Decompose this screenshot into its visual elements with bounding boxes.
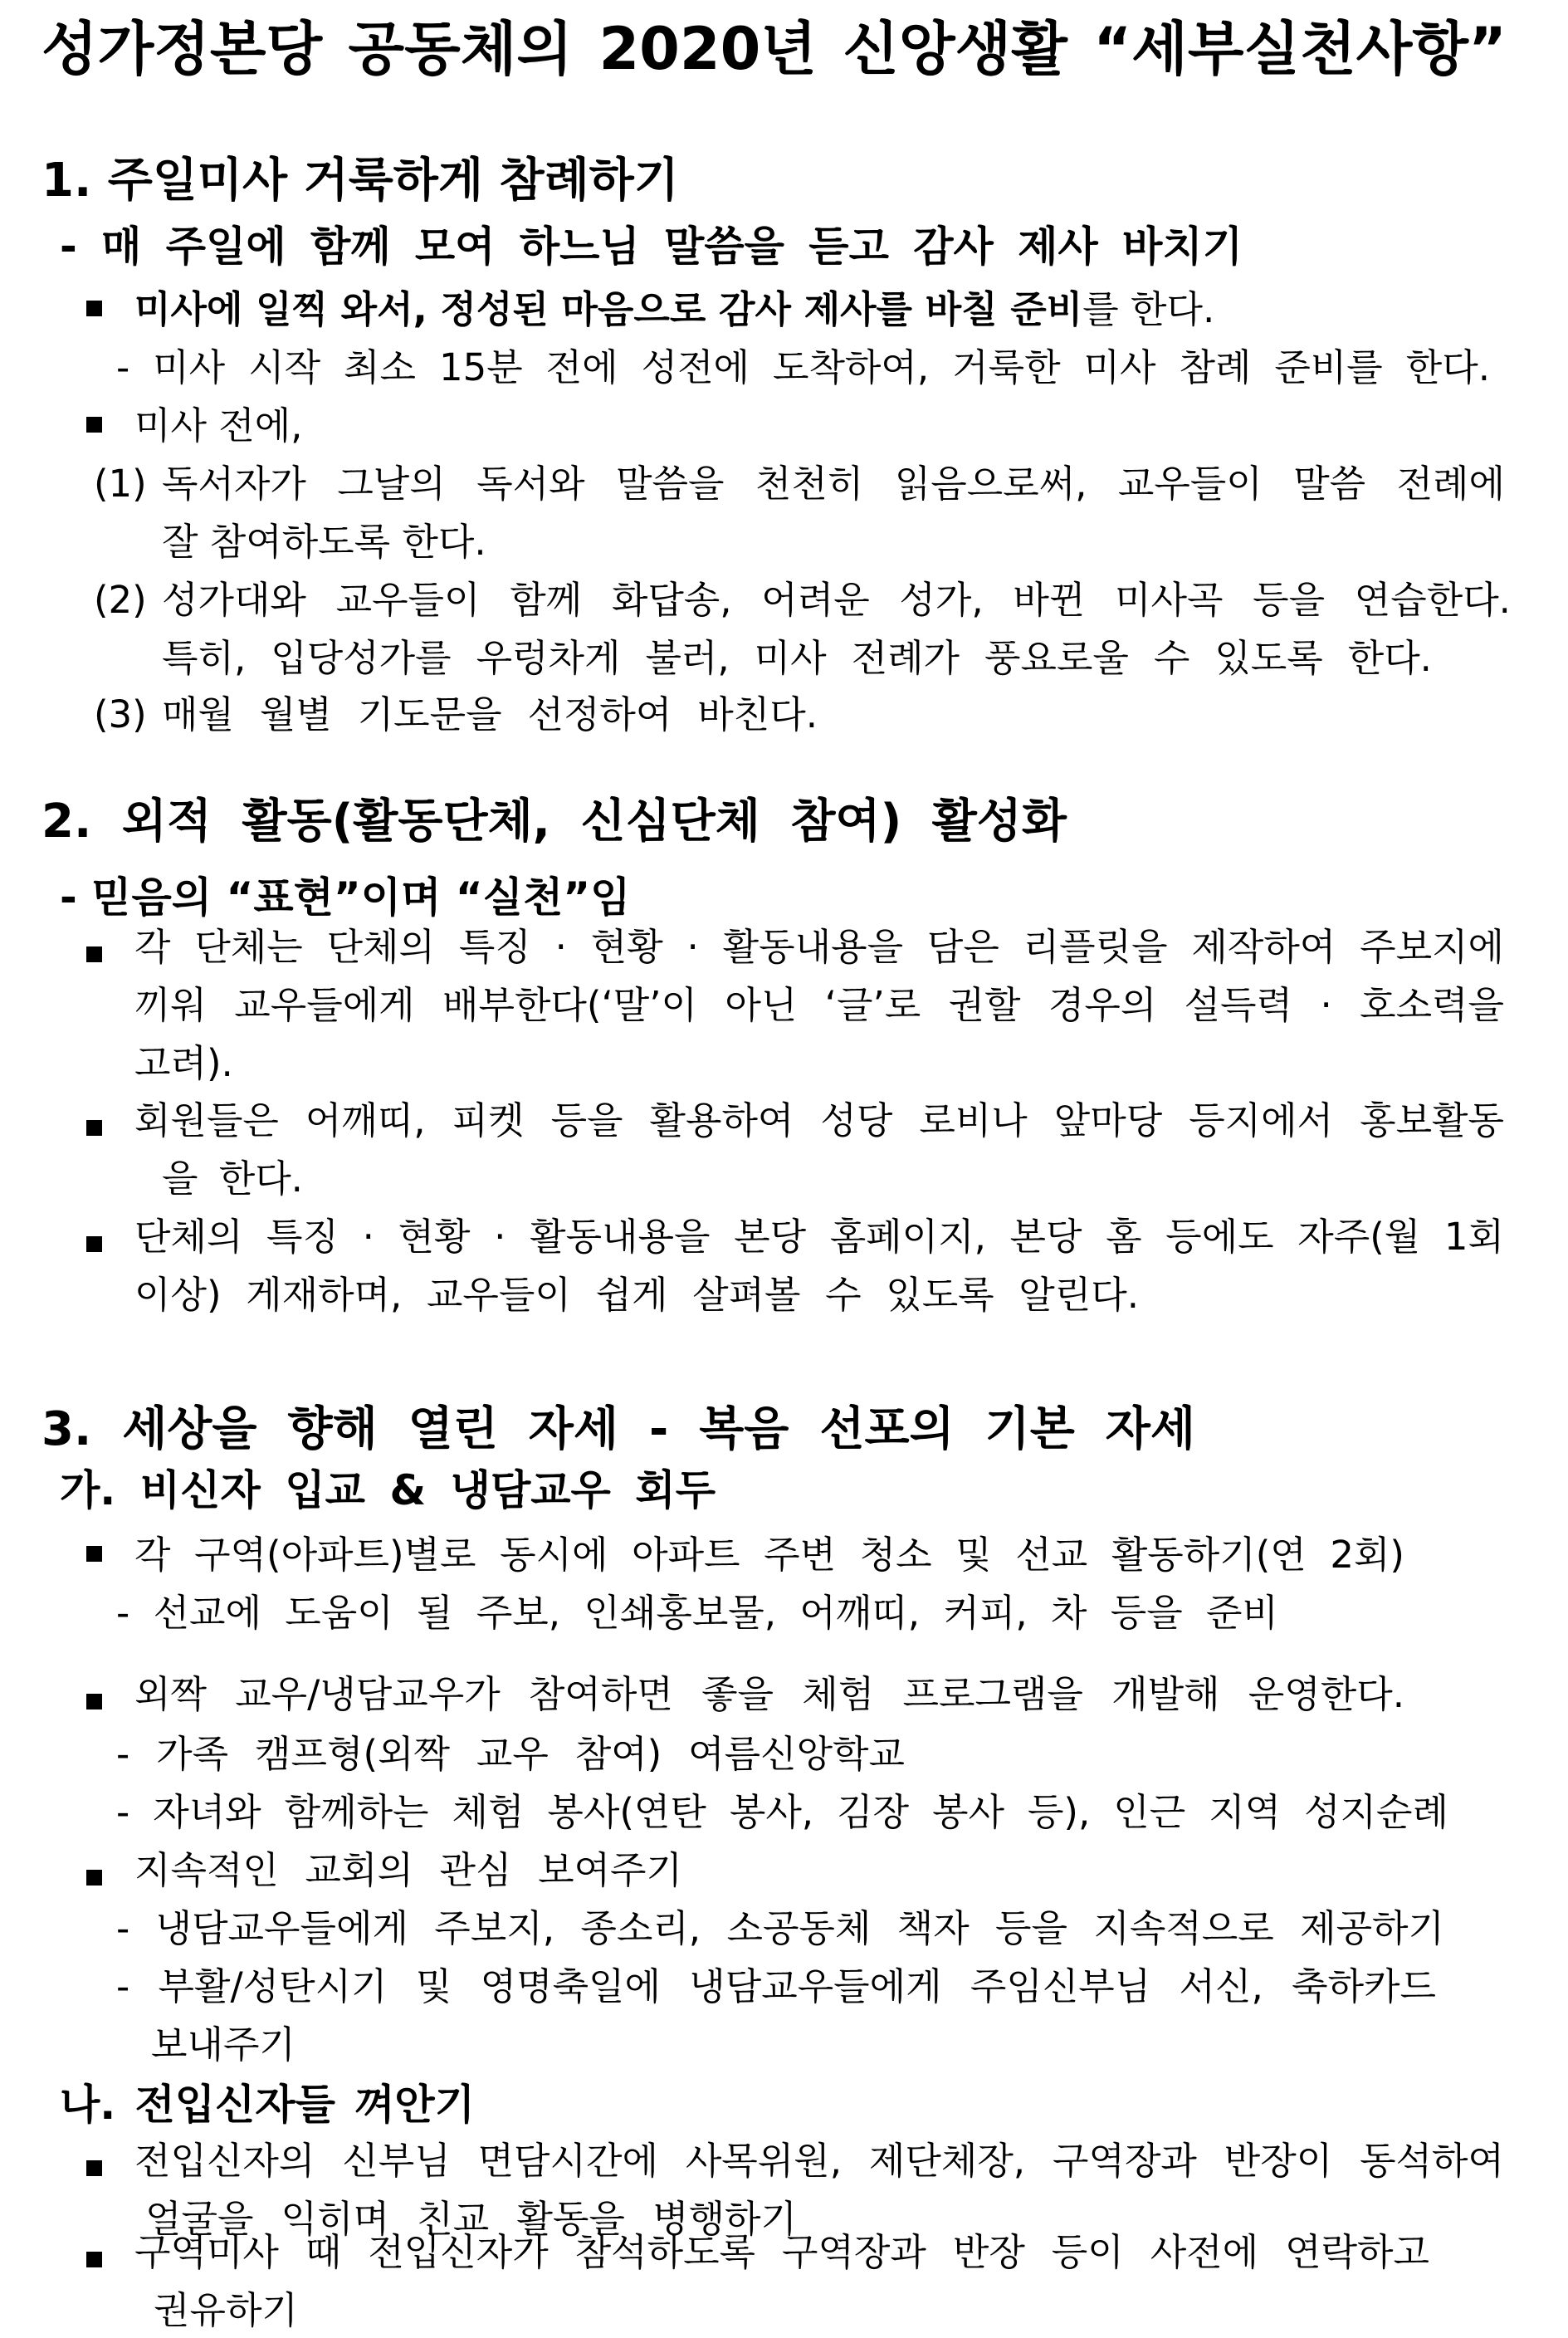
subsection-na-item-2-line-1: 구역미사 때 전입신자가 참석하도록 구역장과 반장 등이 사전에 연락하고 — [134, 2230, 1429, 2274]
section-1-subheading: - 매 주일에 함께 모여 하느님 말씀을 듣고 감사 제사 바치기 — [60, 223, 1243, 271]
numbered-item-2-line-1: 성가대와 교우들이 함께 화답송, 어려운 성가, 바뀐 미사곡 등을 연습한다. — [162, 578, 1511, 622]
section-3-heading: 3. 세상을 향해 열린 자세 - 복음 선포의 기본 자세 — [42, 1402, 1195, 1456]
square-bullet-icon — [86, 1120, 102, 1136]
square-bullet-icon — [86, 946, 102, 962]
section-1-heading: 1. 주일미사 거룩하게 참례하기 — [42, 154, 679, 208]
section-2-item-3-line-1: 단체의 특징 · 현황 · 활동내용을 본당 홈페이지, 본당 홈 등에도 자주(월 1회 — [134, 1215, 1504, 1259]
section-2-item-3-line-2: 이상) 게재하며, 교우들이 쉽게 살펴볼 수 있도록 알린다. — [134, 1273, 1139, 1317]
subsection-ga-item-2-sub-2: - 자녀와 함께하는 체험 봉사(연탄 봉사, 김장 봉사 등), 인근 지역 성지순례 — [116, 1790, 1448, 1834]
subsection-ga-item-3-sub-2: - 부활/성탄시기 및 영명축일에 냉담교우들에게 주임신부님 서신, 축하카드 — [116, 1964, 1436, 2008]
section-1-item-2: 미사 전에, — [134, 404, 303, 448]
square-bullet-icon — [86, 301, 102, 316]
square-bullet-icon — [86, 2252, 102, 2267]
subsection-ga-item-3-sub-1: - 냉담교우들에게 주보지, 종소리, 소공동체 책자 등을 지속적으로 제공하기 — [116, 1906, 1444, 1950]
subsection-ga-item-1-sub-1: - 선교에 도움이 될 주보, 인쇄홍보물, 어깨띠, 커피, 차 등을 준비 — [116, 1591, 1278, 1635]
section-2-item-2-line-2: 을 한다. — [162, 1157, 303, 1201]
section-2-item-1-line-1: 각 단체는 단체의 특징 · 현황 · 활동내용을 담은 리플릿을 제작하여 주보지에 — [134, 925, 1504, 969]
subsection-na-item-1-line-2: 얼굴을 익히며 친교 활동을 병행하기 — [145, 2197, 797, 2241]
subsection-na-heading: 나. 전입신자들 껴안기 — [60, 2081, 475, 2129]
item-rest: 를 한다. — [1082, 287, 1215, 331]
numbered-item-1-line-2: 잘 참여하도록 한다. — [162, 520, 486, 564]
item-emphasis: 미사에 일찍 와서, 정성된 마음으로 감사 제사를 바칠 준비 — [134, 287, 1083, 331]
subsection-ga-heading: 가. 비신자 입교 & 냉담교우 회두 — [60, 1466, 716, 1514]
square-bullet-icon — [86, 1870, 102, 1886]
section-2-subheading: - 믿음의 “표현”이며 “실천”임 — [60, 873, 631, 922]
section-2-item-2-line-1: 회원들은 어깨띠, 피켓 등을 활용하여 성당 로비나 앞마당 등지에서 홍보활동 — [134, 1098, 1504, 1142]
subsection-na-item-1-line-1: 전입신자의 신부님 면담시간에 사목위원, 제단체장, 구역장과 반장이 동석하여 — [134, 2139, 1504, 2183]
section-2-item-1-line-2: 끼워 교우들에게 배부한다(‘말’이 아닌 ‘글’로 권할 경우의 설득력 · 호소력을 — [134, 983, 1504, 1027]
section-1-item-1-sub-1: - 미사 시작 최소 15분 전에 성전에 도착하여, 거룩한 미사 참례 준비를 한다. — [116, 345, 1490, 389]
subsection-ga-item-2-sub-1: - 가족 캠프형(외짝 교우 참여) 여름신앙학교 — [116, 1732, 905, 1776]
subsection-na-item-2-line-2: 권유하기 — [154, 2288, 298, 2332]
section-2-heading: 2. 외적 활동(활동단체, 신심단체 참여) 활성화 — [42, 795, 1067, 849]
numbered-item-2-line-2: 특히, 입당성가를 우렁차게 불러, 미사 전례가 풍요로울 수 있도록 한다. — [162, 636, 1432, 680]
subsection-ga-item-2: 외짝 교우/냉담교우가 참여하면 좋을 체험 프로그램을 개발해 운영한다. — [134, 1672, 1404, 1716]
square-bullet-icon — [86, 417, 102, 433]
numbered-label-2: (2) — [94, 578, 147, 622]
subsection-ga-item-3: 지속적인 교회의 관심 보여주기 — [134, 1848, 682, 1892]
numbered-item-1-line-1: 독서자가 그날의 독서와 말씀을 천천히 읽음으로써, 교우들이 말씀 전례에 — [162, 462, 1505, 506]
square-bullet-icon — [86, 1546, 102, 1562]
subsection-ga-item-3-sub-2-cont: 보내주기 — [151, 2023, 296, 2067]
subsection-ga-item-1: 각 구역(아파트)별로 동시에 아파트 주변 청소 및 선교 활동하기(연 2회) — [134, 1533, 1404, 1577]
numbered-item-3-line-1: 매월 월별 기도문을 선정하여 바친다. — [162, 692, 818, 736]
numbered-label-1: (1) — [94, 462, 147, 506]
document-title: 성가정본당 공동체의 2020년 신앙생활 “세부실천사항” — [42, 15, 1507, 83]
section-1-item-1 — [134, 287, 1321, 331]
square-bullet-icon — [86, 1694, 102, 1709]
square-bullet-icon — [86, 2160, 102, 2176]
square-bullet-icon — [86, 1236, 102, 1252]
numbered-label-3: (3) — [94, 692, 147, 736]
section-2-item-1-line-3: 고려). — [134, 1041, 233, 1085]
